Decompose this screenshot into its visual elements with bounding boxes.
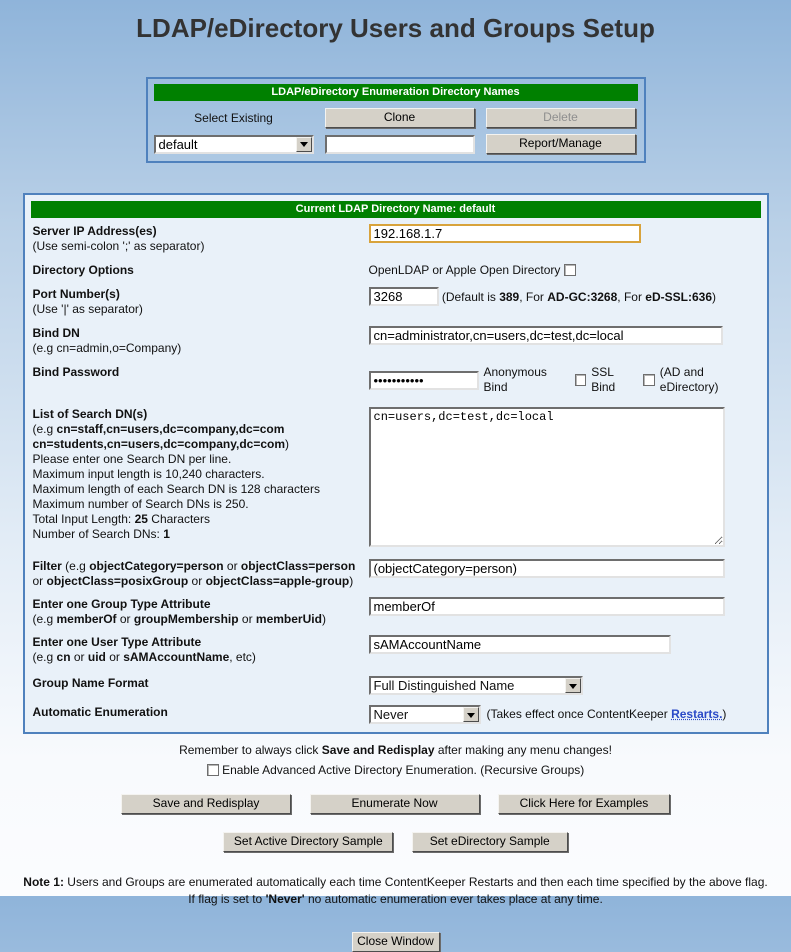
restarts-link[interactable]: Restarts. [671, 707, 723, 721]
enumeration-box-grid [154, 108, 638, 154]
directory-options-label: Directory Options [32, 263, 134, 277]
bind-password-input[interactable] [369, 371, 479, 390]
delete-button: Delete [486, 108, 636, 128]
port-row [31, 287, 761, 317]
filter-label: Filter (e.g objectCategory=person or objectClass=person or objectClass=posixGroup or objectClass=apple-group) [32, 559, 356, 588]
set-active-directory-sample-button[interactable]: Set Active Directory Sample [223, 832, 393, 852]
select-existing-label: Select Existing [194, 111, 273, 125]
search-dns-total-length: Total Input Length: 25 Characters [32, 512, 210, 526]
search-dns-hint4: Maximum number of Search DNs is 250. [32, 497, 249, 511]
advanced-enum-line [0, 763, 791, 777]
auto-enum-select[interactable] [369, 705, 481, 724]
search-dns-row [31, 407, 761, 551]
group-name-format-label: Group Name Format [32, 676, 149, 690]
ssl-bind-checkbox[interactable] [643, 374, 655, 386]
group-attr-input[interactable] [369, 597, 725, 616]
port-label: Port Number(s) [32, 287, 120, 301]
auto-enum-note: (Takes effect once ContentKeeper Restarts.) [486, 707, 727, 721]
group-name-format-value: Full Distinguished Name [373, 678, 515, 693]
bind-dn-row [31, 326, 761, 356]
server-ip-label: Server IP Address(es) [32, 224, 157, 238]
examples-button[interactable]: Click Here for Examples [498, 794, 670, 814]
openldap-checkbox[interactable] [564, 264, 576, 276]
group-name-format-select[interactable] [369, 676, 583, 695]
chevron-down-icon [463, 707, 479, 722]
bind-password-row [31, 365, 761, 395]
set-edirectory-sample-button[interactable]: Set eDirectory Sample [412, 832, 568, 852]
search-dns-label: List of Search DN(s) [32, 407, 148, 421]
group-name-format-row [31, 676, 761, 695]
enumeration-box-header: LDAP/eDirectory Enumeration Directory Names [154, 84, 638, 101]
advanced-enum-checkbox[interactable] [207, 764, 219, 776]
anonymous-bind-label: Anonymous Bind [483, 365, 547, 394]
save-and-redisplay-button[interactable]: Save and Redisplay [121, 794, 291, 814]
user-attr-row [31, 635, 761, 665]
group-attr-row [31, 597, 761, 627]
enumeration-directory-names-box [146, 77, 646, 163]
group-attr-hint: (e.g memberOf or groupMembership or memberUid) [32, 612, 326, 626]
search-dns-textarea[interactable] [369, 407, 725, 547]
note-1: Note 1: Users and Groups are enumerated automatically each time ContentKeeper Restarts and then each time specified by the above flag. If flag is set to 'Never' no automatic enumeration ever takes place at any time. [23, 875, 768, 906]
server-ip-input[interactable] [369, 224, 641, 243]
existing-directory-value: default [158, 136, 198, 152]
server-ip-row [31, 224, 761, 254]
server-ip-hint: (Use semi-colon ';' as separator) [32, 239, 205, 253]
advanced-enum-label: Enable Advanced Active Directory Enumeration. (Recursive Groups) [222, 763, 585, 777]
bind-dn-input[interactable] [369, 326, 723, 345]
port-defaults-note: (Default is 389, For AD-GC:3268, For eD-SSL:636) [441, 290, 716, 304]
user-attr-input[interactable] [369, 635, 671, 654]
search-dns-example-line2: cn=students,cn=users,dc=company,dc=com) [32, 437, 290, 451]
ssl-bind-note: (AD and eDirectory) [659, 365, 719, 394]
port-input[interactable] [369, 287, 439, 306]
report-manage-button[interactable]: Report/Manage [486, 134, 636, 154]
auto-enum-row [31, 705, 761, 724]
clone-button[interactable]: Clone [325, 108, 475, 128]
enumerate-now-button[interactable]: Enumerate Now [310, 794, 480, 814]
current-directory-panel [23, 193, 769, 734]
sample-buttons-row [0, 832, 791, 852]
search-dns-hint3: Maximum length of each Search DN is 128 characters [32, 482, 320, 496]
openldap-checkbox-label: OpenLDAP or Apple Open Directory [368, 263, 561, 277]
chevron-down-icon [296, 137, 312, 152]
bind-dn-label: Bind DN [32, 326, 80, 340]
page-title: LDAP/eDirectory Users and Groups Setup [136, 13, 655, 43]
existing-directory-select[interactable] [154, 135, 314, 154]
search-dns-count: Number of Search DNs: 1 [32, 527, 170, 541]
user-attr-label: Enter one User Type Attribute [32, 635, 202, 649]
chevron-down-icon [565, 678, 581, 693]
auto-enum-value: Never [373, 707, 409, 722]
search-dns-hint2: Maximum input length is 10,240 characters. [32, 467, 265, 481]
close-window-button[interactable]: Close Window [352, 932, 440, 952]
user-attr-hint: (e.g cn or uid or sAMAccountName, etc) [32, 650, 256, 664]
group-attr-label: Enter one Group Type Attribute [32, 597, 211, 611]
anonymous-bind-checkbox[interactable] [575, 374, 587, 386]
port-hint: (Use '|' as separator) [32, 302, 143, 316]
directory-options-row [31, 263, 761, 278]
search-dns-hint1: Please enter one Search DN per line. [32, 452, 232, 466]
action-buttons-row [0, 794, 791, 814]
filter-row [31, 559, 761, 589]
search-dns-example-line1: (e.g cn=staff,cn=users,dc=company,dc=com [32, 422, 285, 436]
filter-input[interactable] [369, 559, 725, 578]
save-reminder-text: Remember to always click Save and Redisplay after making any menu changes! [179, 743, 612, 757]
current-directory-header: Current LDAP Directory Name: default [31, 201, 761, 218]
bind-password-label: Bind Password [32, 365, 120, 379]
new-directory-name-input[interactable] [325, 135, 475, 154]
close-row [0, 932, 791, 952]
bind-dn-hint: (e.g cn=admin,o=Company) [32, 341, 182, 355]
ssl-bind-label: SSL Bind [591, 365, 616, 394]
auto-enum-label: Automatic Enumeration [32, 705, 168, 719]
